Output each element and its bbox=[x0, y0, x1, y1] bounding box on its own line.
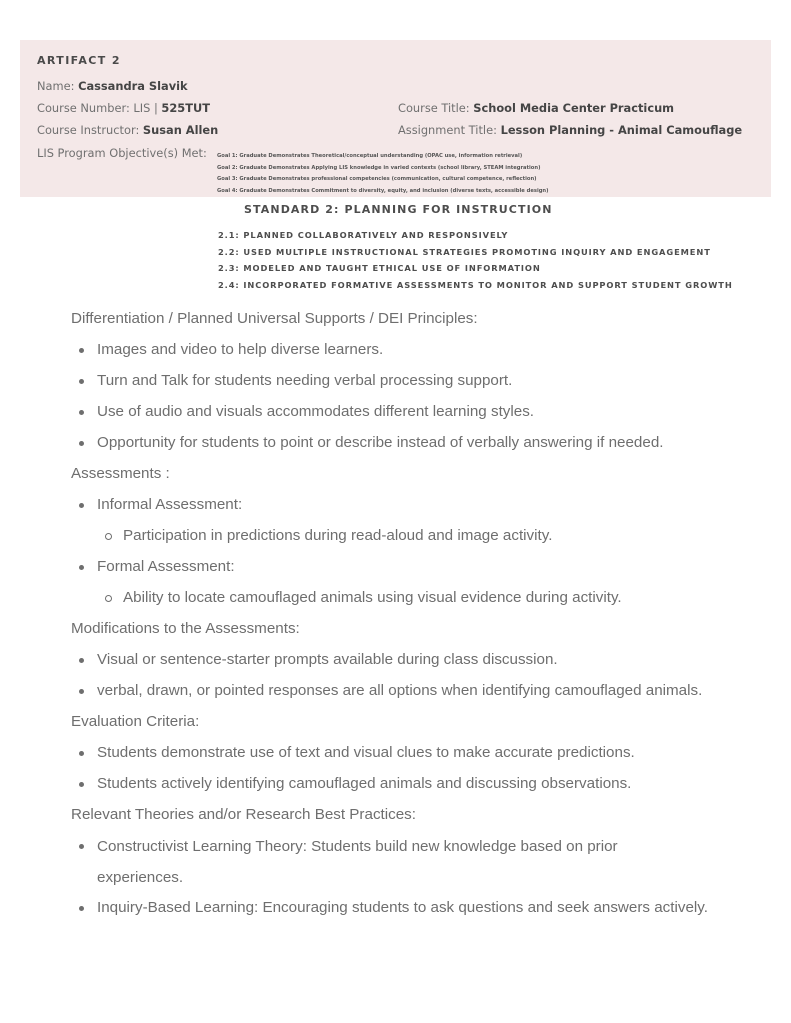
assessments-heading: Assessments : bbox=[71, 465, 170, 482]
name-label: Name: bbox=[37, 79, 79, 93]
differentiation-item: Opportunity for students to point or describe instead of verbally answering if needed. bbox=[71, 432, 771, 463]
lesson-plan-body bbox=[71, 308, 771, 928]
goal-item: Goal 3: Graduate Demonstrates professional competencies (communication, cultural competence, reflection) bbox=[217, 176, 537, 183]
theories-heading: Relevant Theories and/or Research Best Practices: bbox=[71, 806, 416, 823]
assignment-title-value: Lesson Planning - Animal Camouflage bbox=[500, 123, 743, 137]
standard-item: 2.4: INCORPORATED FORMATIVE ASSESSMENTS TO MONITOR AND SUPPORT STUDENT GROWTH bbox=[218, 279, 733, 290]
student-name-field bbox=[37, 79, 188, 93]
theory-item: Inquiry-Based Learning: Encouraging students to ask questions and seek answers actively. bbox=[71, 897, 771, 928]
course-title-label: Course Title: bbox=[398, 101, 474, 115]
modifications-heading: Modifications to the Assessments: bbox=[71, 620, 300, 637]
differentiation-item: Turn and Talk for students needing verbal processing support. bbox=[71, 370, 771, 401]
standard-item: 2.1: PLANNED COLLABORATIVELY AND RESPONSIVELY bbox=[218, 230, 509, 240]
course-number-label: Course Number: LIS | bbox=[37, 101, 162, 115]
name-value: Cassandra Slavik bbox=[78, 79, 188, 93]
differentiation-item: Images and video to help diverse learners. bbox=[71, 339, 771, 370]
course-number-field bbox=[37, 101, 210, 115]
differentiation-heading: Differentiation / Planned Universal Supports / DEI Principles: bbox=[71, 310, 478, 327]
formal-assessment-detail: Ability to locate camouflaged animals using visual evidence during activity. bbox=[71, 587, 771, 618]
assignment-title-field bbox=[398, 123, 742, 137]
modification-item: verbal, drawn, or pointed responses are all options when identifying camouflaged animals. bbox=[71, 680, 771, 711]
course-number-value: 525TUT bbox=[161, 101, 210, 115]
program-goals-list bbox=[217, 151, 549, 198]
course-instructor-field bbox=[37, 123, 218, 137]
course-title-value: School Media Center Practicum bbox=[473, 101, 675, 115]
standard-item: 2.2: USED MULTIPLE INSTRUCTIONAL STRATEGIES PROMOTING INQUIRY AND ENGAGEMENT bbox=[218, 246, 711, 257]
instructor-value: Susan Allen bbox=[142, 123, 219, 137]
goal-item: Goal 4: Graduate Demonstrates Commitment to diversity, equity, and inclusion (diverse texts, accessible design) bbox=[217, 188, 549, 195]
evaluation-heading: Evaluation Criteria: bbox=[71, 713, 200, 730]
evaluation-item: Students demonstrate use of text and visual clues to make accurate predictions. bbox=[71, 742, 771, 773]
standard-title: STANDARD 2: PLANNING FOR INSTRUCTION bbox=[244, 203, 553, 216]
program-objectives-label: LIS Program Objective(s) Met: bbox=[37, 146, 207, 160]
standard-items-list bbox=[218, 227, 733, 293]
differentiation-item: Use of audio and visuals accommodates different learning styles. bbox=[71, 401, 771, 432]
informal-assessment-detail: Participation in predictions during read-aloud and image activity. bbox=[71, 525, 771, 556]
formal-assessment-label: Formal Assessment: bbox=[71, 556, 771, 587]
informal-assessment-label: Informal Assessment: bbox=[71, 494, 771, 525]
instructor-label: Course Instructor: bbox=[37, 123, 143, 137]
goal-item: Goal 1: Graduate Demonstrates Theoretical/conceptual understanding (OPAC use, information retrieval) bbox=[217, 153, 523, 159]
assignment-title-label: Assignment Title: bbox=[398, 123, 501, 137]
evaluation-item: Students actively identifying camouflaged animals and discussing observations. bbox=[71, 773, 771, 804]
artifact-title: ARTIFACT 2 bbox=[37, 54, 121, 67]
goal-item: Goal 2: Graduate Demonstrates Applying LIS knowledge in varied contexts (school library, STEAM integration) bbox=[217, 164, 541, 171]
standard-item: 2.3: MODELED AND TAUGHT ETHICAL USE OF INFORMATION bbox=[218, 263, 541, 273]
course-title-field bbox=[398, 101, 674, 115]
theory-item: Constructivist Learning Theory: Students build new knowledge based on prior experiences. bbox=[71, 831, 657, 893]
modification-item: Visual or sentence-starter prompts available during class discussion. bbox=[71, 649, 771, 680]
